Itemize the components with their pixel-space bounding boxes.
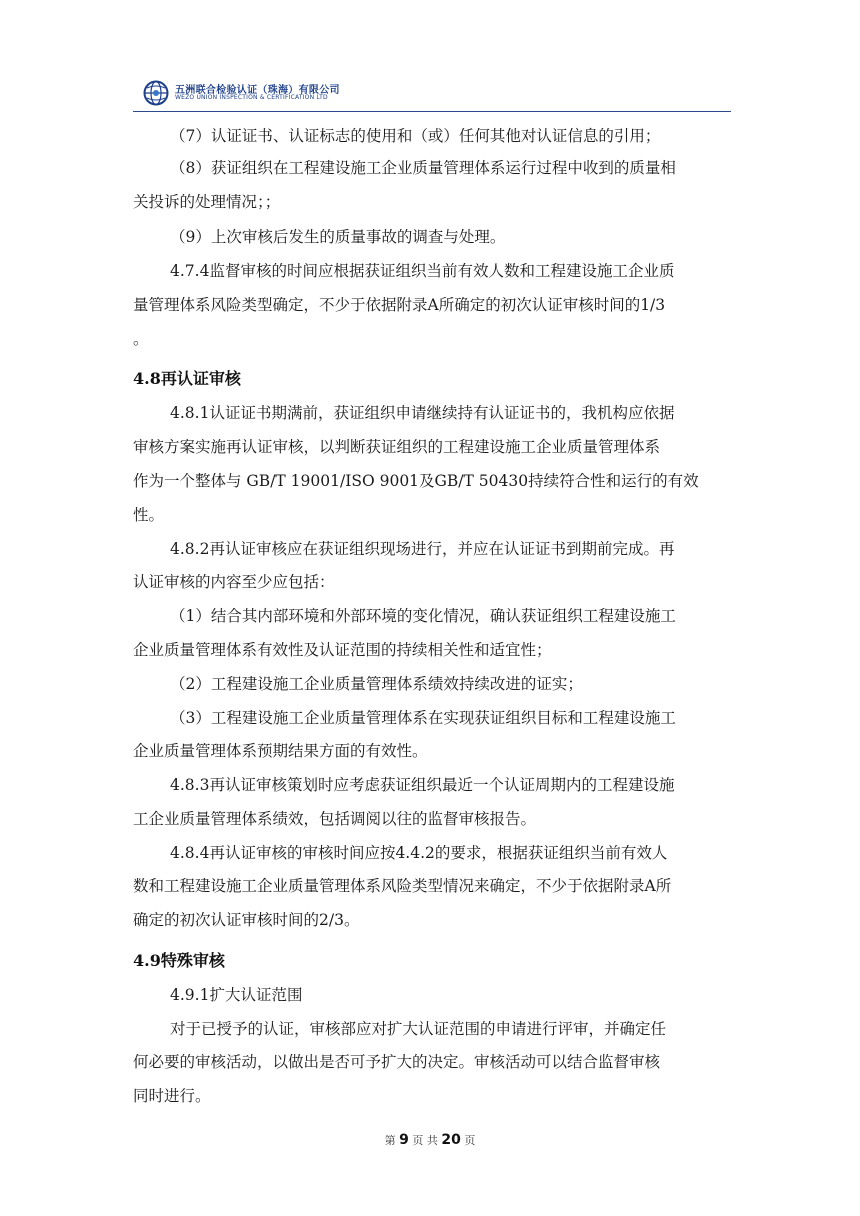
- paragraph-line: 企业质量管理体系有效性及认证范围的持续相关性和适宜性；: [133, 641, 552, 659]
- paragraph-line: 4.7.4监督审核的时间应根据获证组织当前有效人数和工程建设施工企业质: [170, 262, 675, 280]
- paragraph-line: 工企业质量管理体系绩效，包括调阅以往的监督审核报告。: [133, 810, 537, 828]
- page-footer: [0, 1132, 860, 1148]
- paragraph-line: （1）结合其内部环境和外部环境的变化情况，确认获证组织工程建设施工: [170, 607, 676, 625]
- paragraph-line: 数和工程建设施工企业质量管理体系风险类型情况来确定，不少于依据附录A所: [133, 877, 672, 895]
- section-heading-4-9: 4.9特殊审核: [133, 951, 225, 970]
- paragraph-line: （2）工程建设施工企业质量管理体系绩效持续改进的证实；: [170, 675, 583, 693]
- paragraph-line: 量管理体系风险类型确定，不少于依据附录A所确定的初次认证审核时间的1/3: [133, 296, 666, 314]
- paragraph-line: 审核方案实施再认证审核，以判断获证组织的工程建设施工企业质量管理体系: [133, 438, 661, 456]
- section-heading-4-8: 4.8再认证审核: [133, 369, 241, 388]
- footer-middle: 页 共: [412, 1134, 438, 1147]
- paragraph-line: （9）上次审核后发生的质量事故的调查与处理。: [170, 228, 506, 246]
- paragraph-line: （7）认证证书、认证标志的使用和（或）任何其他对认证信息的引用；: [170, 127, 661, 145]
- footer-prefix: 第: [384, 1134, 396, 1147]
- footer-suffix: 页: [464, 1134, 476, 1147]
- paragraph-line: 确定的初次认证审核时间的2/3。: [133, 911, 360, 929]
- paragraph-line: 4.8.2再认证审核应在获证组织现场进行，并应在认证证书到期前完成。再: [170, 540, 675, 558]
- paragraph-line: 企业质量管理体系预期结果方面的有效性。: [133, 742, 428, 760]
- company-name-cn: 五洲联合检验认证（珠海）有限公司: [175, 85, 340, 96]
- paragraph-line: 4.9.1扩大认证范围: [170, 986, 303, 1004]
- paragraph-line: 对于已授予的认证，审核部应对扩大认证范围的申请进行评审，并确定任: [170, 1020, 667, 1038]
- page-number: 9: [399, 1132, 409, 1148]
- paragraph-line: 认证审核的内容至少应包括：: [133, 573, 335, 591]
- paragraph-line: 作为一个整体与 GB/T 19001/ISO 9001及GB/T 50430持续符合性和运行的有效: [133, 472, 699, 490]
- page-total: 20: [441, 1132, 461, 1148]
- company-name-en: WEZO UNION INSPECTION & CERTIFICATION LTD: [175, 94, 328, 101]
- paragraph-line: 何必要的审核活动，以做出是否可予扩大的决定。审核活动可以结合监督审核: [133, 1053, 661, 1071]
- paragraph-line: 性。: [133, 506, 165, 524]
- paragraph-line: （3）工程建设施工企业质量管理体系在实现获证组织目标和工程建设施工: [170, 709, 676, 727]
- paragraph-line: 关投诉的处理情况；；: [133, 193, 281, 211]
- paragraph-line: 。: [133, 330, 149, 348]
- paragraph-line: 同时进行。: [133, 1087, 211, 1105]
- paragraph-line: （8）获证组织在工程建设施工企业质量管理体系运行过程中收到的质量相: [170, 159, 676, 177]
- paragraph-line: 4.8.4再认证审核的审核时间应按4.4.2的要求，根据获证组织当前有效人: [170, 844, 668, 862]
- paragraph-line: 4.8.3再认证审核策划时应考虑获证组织最近一个认证周期内的工程建设施: [170, 776, 675, 794]
- paragraph-line: 4.8.1认证证书期满前，获证组织申请继续持有认证证书的，我机构应依据: [170, 404, 675, 422]
